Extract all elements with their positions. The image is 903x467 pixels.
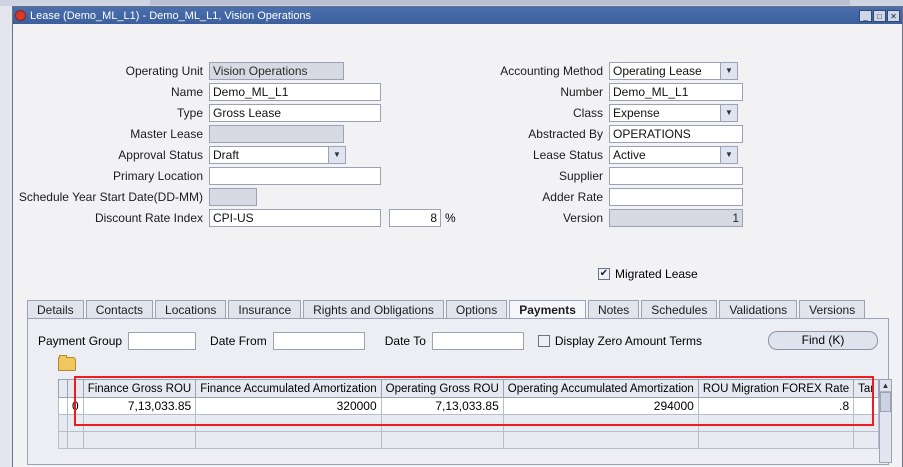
cell-finance-gross-rou-0[interactable]: 7,13,033.85	[83, 398, 196, 415]
oracle-forms-icon	[15, 10, 26, 21]
migrated-lease-checkbox-row[interactable]	[598, 267, 698, 281]
input-name[interactable]: Demo_ML_L1	[209, 83, 381, 101]
field-approval-status	[13, 146, 346, 164]
tab-rights-and-obligations[interactable]: Rights and Obligations	[303, 300, 444, 319]
cell-operating-accumulated-amortization-2[interactable]	[503, 432, 698, 449]
field-version	[413, 209, 743, 227]
field-primary-location	[13, 167, 381, 185]
table-header-row	[59, 380, 879, 398]
select-accounting-method[interactable]	[609, 62, 738, 80]
field-type	[13, 104, 381, 122]
cell-operating-gross-rou-0[interactable]: 7,13,033.85	[381, 398, 503, 415]
label-number: Number	[560, 85, 603, 99]
cell-operating-accumulated-amortization-1[interactable]	[503, 415, 698, 432]
column-header-tar[interactable]: Tar	[854, 380, 879, 398]
table-row[interactable]	[59, 432, 879, 449]
label-discount-rate-index: Discount Rate Index	[94, 211, 203, 225]
label-version: Version	[562, 211, 603, 225]
lease-status-value: Active	[613, 148, 646, 162]
row-number-1	[68, 415, 84, 432]
scrollbar-thumb[interactable]	[880, 392, 891, 412]
row-selector-header	[59, 380, 68, 398]
label-discount-rate-unit: %	[445, 211, 456, 225]
cell-tar-1[interactable]	[854, 415, 879, 432]
label-class: Class	[572, 106, 603, 120]
grid-vertical-scrollbar[interactable]	[879, 379, 892, 463]
select-class[interactable]	[609, 104, 738, 122]
field-lease-status	[413, 146, 738, 164]
column-header-operating-gross-rou[interactable]: Operating Gross ROU	[381, 380, 503, 398]
tab-payments[interactable]: Payments	[509, 300, 586, 320]
window-controls	[859, 10, 900, 22]
payments-filter-row	[38, 331, 878, 350]
label-abstracted-by: Abstracted By	[528, 127, 603, 141]
field-adder-rate	[413, 188, 743, 206]
label-payment-group: Payment Group	[38, 333, 123, 348]
tab-options[interactable]: Options	[446, 300, 507, 319]
find-button[interactable]: Find (K)	[768, 331, 878, 350]
table-row[interactable]	[59, 415, 879, 432]
field-accounting-method	[413, 62, 738, 80]
tab-validations[interactable]: Validations	[719, 300, 797, 319]
input-master-lease[interactable]	[209, 125, 344, 143]
label-date-to: Date To	[384, 333, 426, 348]
input-version[interactable]: 1	[609, 209, 743, 227]
input-discount-rate-index[interactable]: CPI-US	[209, 209, 381, 227]
class-value: Expense	[613, 106, 660, 120]
chevron-down-icon[interactable]: ▼	[720, 147, 737, 163]
input-primary-location[interactable]	[209, 167, 381, 185]
cell-operating-accumulated-amortization-0[interactable]: 294000	[503, 398, 698, 415]
input-adder-rate[interactable]	[609, 188, 743, 206]
label-type: Type	[176, 106, 203, 120]
label-display-zero-amount-terms: Display Zero Amount Terms	[554, 333, 703, 348]
input-payment-group[interactable]	[128, 332, 196, 350]
label-accounting-method: Accounting Method	[500, 64, 603, 78]
row-selector-2[interactable]	[59, 432, 68, 449]
input-operating-unit[interactable]: Vision Operations	[209, 62, 344, 80]
row-selector-1[interactable]	[59, 415, 68, 432]
input-schedule-year-start-date[interactable]	[209, 188, 257, 206]
table-row[interactable]	[59, 398, 879, 415]
cell-rou-migration-forex-rate-0[interactable]: .8	[698, 398, 853, 415]
tab-details[interactable]: Details	[27, 300, 84, 319]
label-date-from: Date From	[210, 333, 267, 348]
tab-notes[interactable]: Notes	[588, 300, 639, 319]
payments-table	[58, 379, 879, 449]
cell-finance-accumulated-amortization-2[interactable]	[196, 432, 381, 449]
field-number	[413, 83, 743, 101]
accounting-method-value: Operating Lease	[613, 64, 702, 78]
lease-tabs	[27, 298, 889, 320]
maximize-button[interactable]: □	[873, 10, 886, 22]
lease-form-body	[13, 24, 902, 467]
label-lease-status: Lease Status	[532, 148, 603, 162]
label-primary-location: Primary Location	[112, 169, 203, 183]
cell-rou-migration-forex-rate-2[interactable]	[698, 432, 853, 449]
tab-versions[interactable]: Versions	[799, 300, 865, 319]
select-approval-status[interactable]	[209, 146, 346, 164]
window-titlebar	[13, 7, 902, 24]
input-type[interactable]: Gross Lease	[209, 104, 381, 122]
input-abstracted-by[interactable]: OPERATIONS	[609, 125, 743, 143]
field-name	[13, 83, 381, 101]
field-discount-rate-index	[13, 209, 456, 227]
chevron-down-icon[interactable]: ▼	[328, 147, 345, 163]
label-migrated-lease: Migrated Lease	[615, 267, 698, 281]
label-master-lease: Master Lease	[130, 127, 203, 141]
cell-tar-0[interactable]	[854, 398, 879, 415]
column-header-rou-migration-forex-rate[interactable]: ROU Migration FOREX Rate	[698, 380, 853, 398]
tab-contacts[interactable]: Contacts	[86, 300, 153, 319]
column-header-finance-gross-rou[interactable]: Finance Gross ROU	[83, 380, 196, 398]
cell-rou-migration-forex-rate-1[interactable]	[698, 415, 853, 432]
row-number-2	[68, 432, 84, 449]
field-master-lease	[13, 125, 344, 143]
payments-grid	[58, 379, 890, 463]
field-operating-unit	[13, 62, 344, 80]
field-abstracted-by	[413, 125, 743, 143]
row-number-0: 0	[68, 398, 84, 415]
select-lease-status[interactable]	[609, 146, 738, 164]
field-schedule-year-start-date	[13, 188, 257, 206]
close-button[interactable]: ✕	[887, 10, 900, 22]
checkbox-display-zero-amount-terms[interactable]	[538, 335, 550, 347]
lease-header-fields	[13, 24, 902, 246]
cell-operating-gross-rou-1[interactable]	[381, 415, 503, 432]
cell-finance-accumulated-amortization-0[interactable]: 320000	[196, 398, 381, 415]
minimize-button[interactable]: _	[859, 10, 872, 22]
row-selector-0[interactable]	[59, 398, 68, 415]
tab-locations[interactable]: Locations	[155, 300, 226, 319]
background-window-ghost	[150, 0, 850, 5]
cell-finance-accumulated-amortization-1[interactable]	[196, 415, 381, 432]
input-discount-rate-value[interactable]: 8	[389, 209, 441, 227]
cell-tar-2[interactable]	[854, 432, 879, 449]
cell-operating-gross-rou-2[interactable]	[381, 432, 503, 449]
tab-schedules[interactable]: Schedules	[641, 300, 717, 319]
label-schedule-year-start-date: Schedule Year Start Date(DD-MM)	[18, 190, 203, 204]
payments-panel	[27, 318, 889, 465]
approval-status-value: Draft	[213, 148, 240, 162]
label-adder-rate: Adder Rate	[542, 190, 603, 204]
column-header-finance-accumulated-amortization[interactable]: Finance Accumulated Amortization	[196, 380, 381, 398]
input-number[interactable]: Demo_ML_L1	[609, 83, 743, 101]
field-class	[413, 104, 738, 122]
label-name: Name	[170, 85, 203, 99]
chevron-down-icon[interactable]: ▼	[720, 63, 737, 79]
column-header-operating-accumulated-amortization[interactable]: Operating Accumulated Amortization	[503, 380, 698, 398]
scroll-up-arrow-icon[interactable]: ▲	[881, 381, 890, 390]
cell-finance-gross-rou-1[interactable]	[83, 415, 196, 432]
cell-finance-gross-rou-2[interactable]	[83, 432, 196, 449]
input-date-from[interactable]	[273, 332, 365, 350]
window-title: Lease (Demo_ML_L1) - Demo_ML_L1, Vision Operations	[30, 9, 312, 22]
input-date-to[interactable]	[432, 332, 524, 350]
chevron-down-icon[interactable]: ▼	[720, 105, 737, 121]
row-number-header	[68, 380, 84, 398]
label-operating-unit: Operating Unit	[125, 64, 203, 78]
lease-window	[12, 6, 903, 467]
display-zero-amount-terms-row[interactable]	[538, 334, 702, 348]
checkbox-migrated-lease[interactable]: ✔	[599, 268, 609, 279]
input-supplier[interactable]	[609, 167, 743, 185]
label-supplier: Supplier	[558, 169, 603, 183]
label-approval-status: Approval Status	[118, 148, 203, 162]
folder-icon[interactable]	[58, 357, 76, 373]
tab-insurance[interactable]: Insurance	[228, 300, 301, 319]
field-supplier	[413, 167, 743, 185]
